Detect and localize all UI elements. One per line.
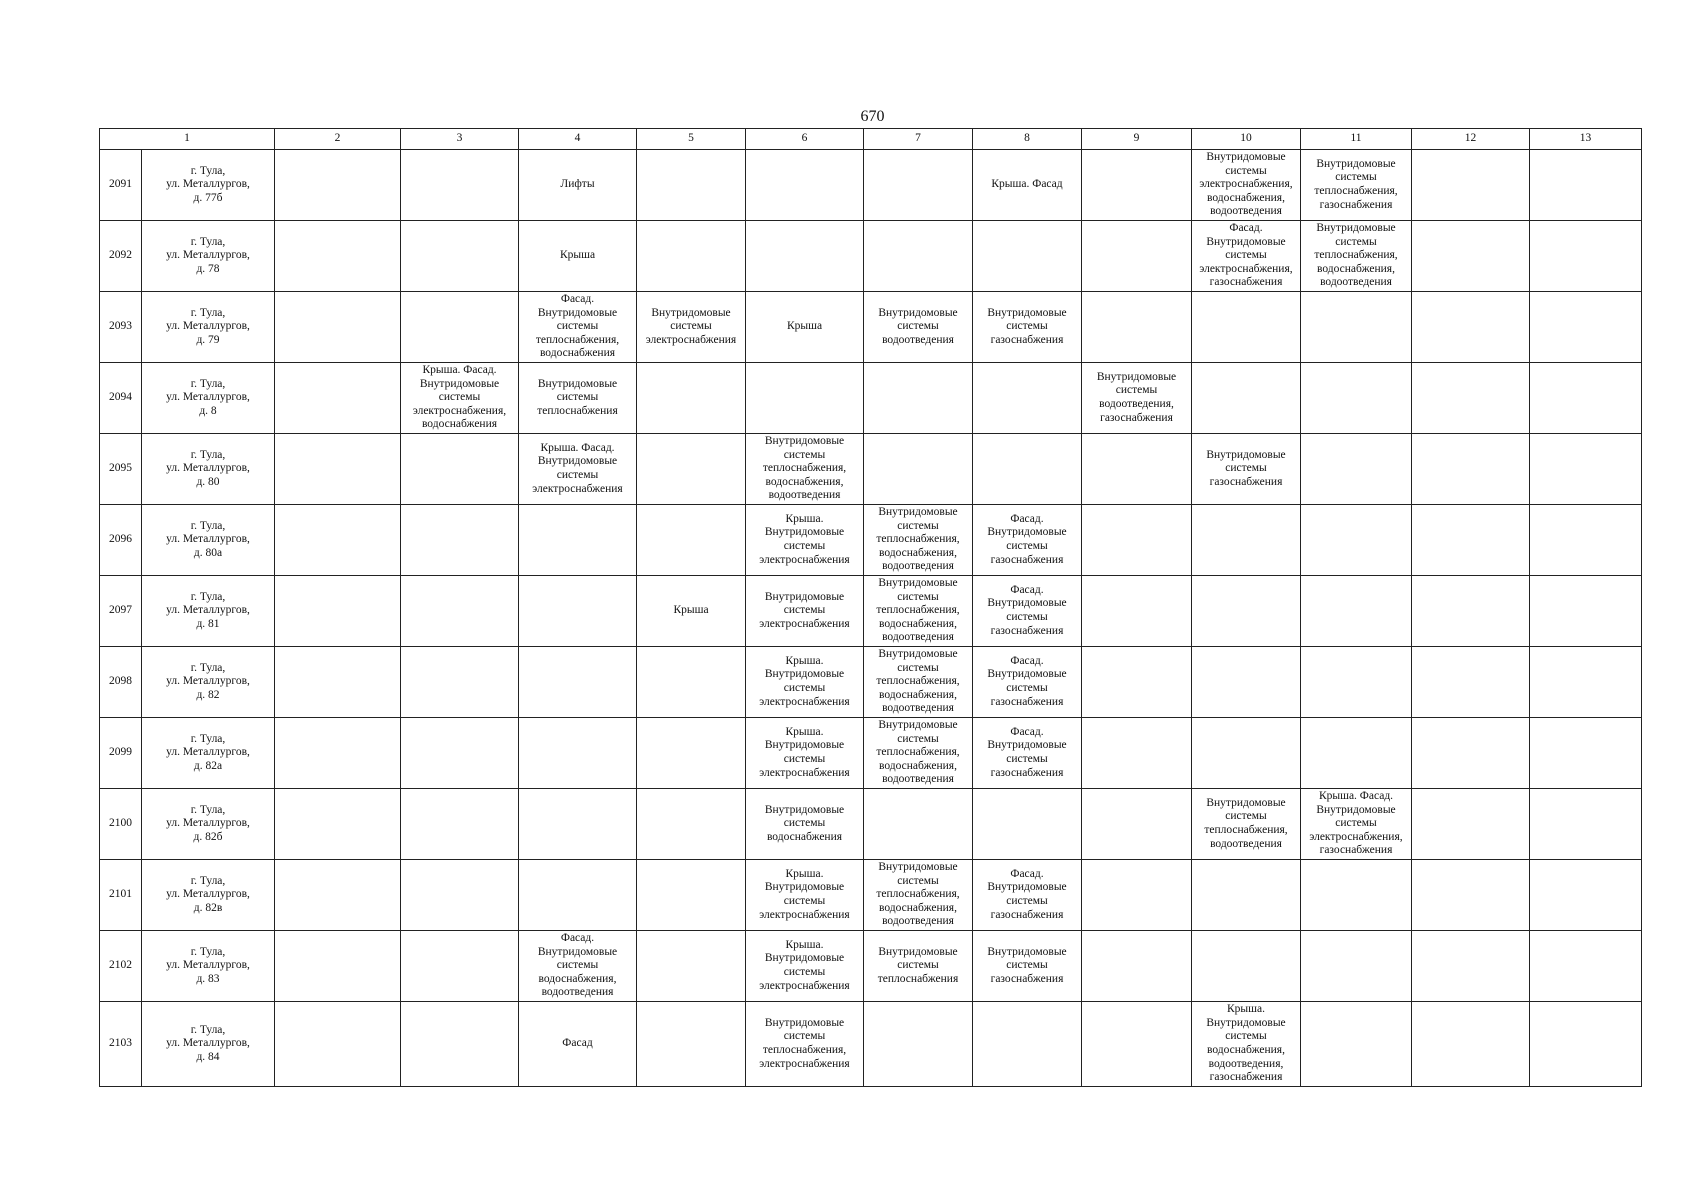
work-cell: Внутридомовые системы электроснабжения (637, 292, 746, 363)
work-cell (1301, 647, 1412, 718)
address-cell: г. Тула, ул. Металлургов, д. 80а (142, 505, 275, 576)
work-cell (401, 860, 519, 931)
work-cell: Внутридомовые системы водоотведения, газоснабжения (1082, 363, 1192, 434)
work-cell: Внутридомовые системы теплоснабжения, водоснабжения, водоотведения (864, 860, 973, 931)
work-cell (1412, 363, 1530, 434)
row-number: 2099 (100, 718, 142, 789)
row-number: 2096 (100, 505, 142, 576)
column-number-header: 1 (100, 129, 275, 150)
work-cell (1412, 434, 1530, 505)
work-cell (1412, 647, 1530, 718)
address-cell: г. Тула, ул. Металлургов, д. 79 (142, 292, 275, 363)
work-cell: Внутридомовые системы электроснабжения, водоснабжения, водоотведения (1192, 150, 1301, 221)
work-cell (973, 1002, 1082, 1087)
work-cell: Внутридомовые системы теплоснабжения, водоотведения (1192, 789, 1301, 860)
table-row (100, 576, 1642, 647)
column-number-header: 9 (1082, 129, 1192, 150)
work-cell (637, 789, 746, 860)
work-cell (519, 789, 637, 860)
work-cell (1412, 292, 1530, 363)
work-cell (1301, 292, 1412, 363)
work-cell (1082, 505, 1192, 576)
row-number: 2095 (100, 434, 142, 505)
work-cell (864, 221, 973, 292)
work-cell: Внутридомовые системы теплоснабжения, водоснабжения, водоотведения (864, 505, 973, 576)
work-cell: Крыша. Фасад. Внутридомовые системы электроснабжения, газоснабжения (1301, 789, 1412, 860)
work-cell (1530, 647, 1642, 718)
work-cell (1301, 505, 1412, 576)
column-number-header: 4 (519, 129, 637, 150)
work-cell (401, 221, 519, 292)
work-cell (1412, 860, 1530, 931)
work-cell (519, 647, 637, 718)
table-body (100, 129, 1642, 1087)
work-cell (1082, 434, 1192, 505)
table-row (100, 221, 1642, 292)
work-cell: Внутридомовые системы теплоснабжения (519, 363, 637, 434)
work-cell (1412, 718, 1530, 789)
work-cell (1530, 1002, 1642, 1087)
column-number-header: 12 (1412, 129, 1530, 150)
address-cell: г. Тула, ул. Металлургов, д. 82 (142, 647, 275, 718)
work-cell (401, 434, 519, 505)
work-cell (1301, 860, 1412, 931)
work-cell (401, 576, 519, 647)
work-cell (973, 363, 1082, 434)
work-cell: Крыша (637, 576, 746, 647)
column-number-header: 11 (1301, 129, 1412, 150)
work-cell: Фасад. Внутридомовые системы водоснабжения, водоотведения (519, 931, 637, 1002)
work-cell: Внутридомовые системы газоснабжения (973, 292, 1082, 363)
table-row (100, 505, 1642, 576)
work-cell: Крыша (746, 292, 864, 363)
work-cell (1530, 860, 1642, 931)
table-row (100, 789, 1642, 860)
work-cell (1192, 647, 1301, 718)
work-cell (1530, 931, 1642, 1002)
work-cell: Крыша. Внутридомовые системы водоснабжения, водоотведения, газоснабжения (1192, 1002, 1301, 1087)
work-cell: Крыша. Фасад. Внутридомовые системы электроснабжения (519, 434, 637, 505)
row-number: 2101 (100, 860, 142, 931)
work-cell (637, 363, 746, 434)
work-cell (1082, 150, 1192, 221)
work-cell (1082, 718, 1192, 789)
work-cell (864, 150, 973, 221)
work-cell (637, 505, 746, 576)
work-cell (864, 434, 973, 505)
table-row (100, 1002, 1642, 1087)
work-cell (1530, 718, 1642, 789)
work-cell (1192, 860, 1301, 931)
work-cell: Крыша. Внутридомовые системы электроснабжения (746, 860, 864, 931)
work-cell (973, 221, 1082, 292)
address-cell: г. Тула, ул. Металлургов, д. 84 (142, 1002, 275, 1087)
work-cell (275, 150, 401, 221)
work-cell (1192, 505, 1301, 576)
work-cell (864, 363, 973, 434)
work-cell (401, 150, 519, 221)
row-number: 2093 (100, 292, 142, 363)
work-cell (1412, 150, 1530, 221)
work-cell: Внутридомовые системы газоснабжения (1192, 434, 1301, 505)
work-cell: Внутридомовые системы водоотведения (864, 292, 973, 363)
column-number-header-row (100, 129, 1642, 150)
work-cell (519, 860, 637, 931)
column-number-header: 7 (864, 129, 973, 150)
work-cell: Крыша. Внутридомовые системы электроснабжения (746, 505, 864, 576)
work-cell (1301, 718, 1412, 789)
work-cell (1530, 434, 1642, 505)
work-cell (746, 221, 864, 292)
work-cell: Внутридомовые системы теплоснабжения, водоснабжения, водоотведения (864, 576, 973, 647)
work-cell (746, 363, 864, 434)
work-cell: Внутридомовые системы теплоснабжения, водоснабжения, водоотведения (1301, 221, 1412, 292)
work-cell: Внутридомовые системы газоснабжения (973, 931, 1082, 1002)
work-cell (637, 647, 746, 718)
row-number: 2098 (100, 647, 142, 718)
work-cell: Фасад. Внутридомовые системы электроснабжения, газоснабжения (1192, 221, 1301, 292)
work-cell: Крыша. Внутридомовые системы электроснабжения (746, 931, 864, 1002)
address-cell: г. Тула, ул. Металлургов, д. 78 (142, 221, 275, 292)
address-cell: г. Тула, ул. Металлургов, д. 8 (142, 363, 275, 434)
work-cell (1412, 576, 1530, 647)
work-cell (1192, 718, 1301, 789)
work-cell (1192, 363, 1301, 434)
work-cell (864, 1002, 973, 1087)
work-cell (1301, 434, 1412, 505)
work-cell (401, 789, 519, 860)
work-cell: Фасад. Внутридомовые системы газоснабжения (973, 860, 1082, 931)
column-number-header: 8 (973, 129, 1082, 150)
work-cell (1412, 789, 1530, 860)
work-cell (1082, 292, 1192, 363)
work-cell (1530, 292, 1642, 363)
work-cell: Внутридомовые системы водоснабжения (746, 789, 864, 860)
work-cell (275, 718, 401, 789)
work-cell (1412, 931, 1530, 1002)
work-cell (1192, 931, 1301, 1002)
work-cell: Крыша. Фасад (973, 150, 1082, 221)
work-cell (275, 647, 401, 718)
work-cell (519, 505, 637, 576)
work-cell (1082, 647, 1192, 718)
address-cell: г. Тула, ул. Металлургов, д. 77б (142, 150, 275, 221)
work-cell (973, 434, 1082, 505)
work-cell (1530, 505, 1642, 576)
work-cell (275, 505, 401, 576)
work-cell (1301, 363, 1412, 434)
work-cell (746, 150, 864, 221)
work-cell (275, 1002, 401, 1087)
work-cell (637, 718, 746, 789)
work-cell (1082, 931, 1192, 1002)
work-cell: Внутридомовые системы электроснабжения (746, 576, 864, 647)
work-cell (1530, 576, 1642, 647)
table-row (100, 150, 1642, 221)
table-row (100, 647, 1642, 718)
work-cell: Фасад. Внутридомовые системы газоснабжения (973, 576, 1082, 647)
row-number: 2097 (100, 576, 142, 647)
work-cell (401, 505, 519, 576)
work-cell (275, 434, 401, 505)
work-cell (1192, 292, 1301, 363)
row-number: 2102 (100, 931, 142, 1002)
column-number-header: 2 (275, 129, 401, 150)
work-cell (1082, 576, 1192, 647)
work-cell (1412, 221, 1530, 292)
row-number: 2100 (100, 789, 142, 860)
work-cell (401, 1002, 519, 1087)
address-cell: г. Тула, ул. Металлургов, д. 82в (142, 860, 275, 931)
column-number-header: 3 (401, 129, 519, 150)
column-number-header: 5 (637, 129, 746, 150)
work-cell (275, 363, 401, 434)
capital-repair-table (99, 128, 1642, 1087)
work-cell (401, 292, 519, 363)
row-number: 2094 (100, 363, 142, 434)
address-cell: г. Тула, ул. Металлургов, д. 83 (142, 931, 275, 1002)
page-number: 670 (860, 108, 885, 125)
row-number: 2103 (100, 1002, 142, 1087)
work-cell: Фасад. Внутридомовые системы теплоснабжения, водоснабжения (519, 292, 637, 363)
work-cell: Фасад. Внутридомовые системы газоснабжения (973, 718, 1082, 789)
work-cell (1530, 363, 1642, 434)
work-cell: Фасад. Внутридомовые системы газоснабжения (973, 647, 1082, 718)
work-cell: Фасад (519, 1002, 637, 1087)
work-cell (401, 718, 519, 789)
row-number: 2091 (100, 150, 142, 221)
work-cell: Крыша. Внутридомовые системы электроснабжения (746, 718, 864, 789)
work-cell (1412, 1002, 1530, 1087)
work-cell (1192, 576, 1301, 647)
work-cell: Фасад. Внутридомовые системы газоснабжения (973, 505, 1082, 576)
work-cell (637, 1002, 746, 1087)
work-cell (275, 292, 401, 363)
work-cell (637, 150, 746, 221)
table-row (100, 860, 1642, 931)
work-cell (637, 860, 746, 931)
work-cell (275, 931, 401, 1002)
work-cell (1301, 576, 1412, 647)
work-cell (637, 931, 746, 1002)
work-cell (1530, 789, 1642, 860)
table-row (100, 363, 1642, 434)
work-cell (275, 221, 401, 292)
work-cell (1082, 221, 1192, 292)
work-cell (401, 931, 519, 1002)
work-cell (1082, 860, 1192, 931)
work-cell (275, 576, 401, 647)
table-row (100, 292, 1642, 363)
work-cell (1301, 1002, 1412, 1087)
work-cell: Внутридомовые системы теплоснабжения, водоснабжения, водоотведения (864, 718, 973, 789)
work-cell (519, 718, 637, 789)
work-cell: Внутридомовые системы теплоснабжения, водоснабжения, водоотведения (864, 647, 973, 718)
column-number-header: 10 (1192, 129, 1301, 150)
work-cell: Крыша. Внутридомовые системы электроснабжения (746, 647, 864, 718)
work-cell (1082, 1002, 1192, 1087)
work-cell: Внутридомовые системы теплоснабжения, электроснабжения (746, 1002, 864, 1087)
work-cell: Крыша. Фасад. Внутридомовые системы электроснабжения, водоснабжения (401, 363, 519, 434)
table-row (100, 931, 1642, 1002)
work-cell: Лифты (519, 150, 637, 221)
table-row (100, 434, 1642, 505)
column-number-header: 6 (746, 129, 864, 150)
work-cell (973, 789, 1082, 860)
table-row (100, 718, 1642, 789)
address-cell: г. Тула, ул. Металлургов, д. 82б (142, 789, 275, 860)
work-cell (864, 789, 973, 860)
work-cell (1412, 505, 1530, 576)
address-cell: г. Тула, ул. Металлургов, д. 80 (142, 434, 275, 505)
work-cell: Внутридомовые системы теплоснабжения, водоснабжения, водоотведения (746, 434, 864, 505)
work-cell (1530, 150, 1642, 221)
address-cell: г. Тула, ул. Металлургов, д. 81 (142, 576, 275, 647)
work-cell (1301, 931, 1412, 1002)
work-cell (401, 647, 519, 718)
work-cell (637, 221, 746, 292)
work-cell (1530, 221, 1642, 292)
work-cell (275, 860, 401, 931)
row-number: 2092 (100, 221, 142, 292)
work-cell: Внутридомовые системы теплоснабжения (864, 931, 973, 1002)
work-cell (275, 789, 401, 860)
work-cell: Внутридомовые системы теплоснабжения, газоснабжения (1301, 150, 1412, 221)
work-cell (637, 434, 746, 505)
work-cell (1082, 789, 1192, 860)
work-cell (519, 576, 637, 647)
work-cell: Крыша (519, 221, 637, 292)
column-number-header: 13 (1530, 129, 1642, 150)
address-cell: г. Тула, ул. Металлургов, д. 82а (142, 718, 275, 789)
